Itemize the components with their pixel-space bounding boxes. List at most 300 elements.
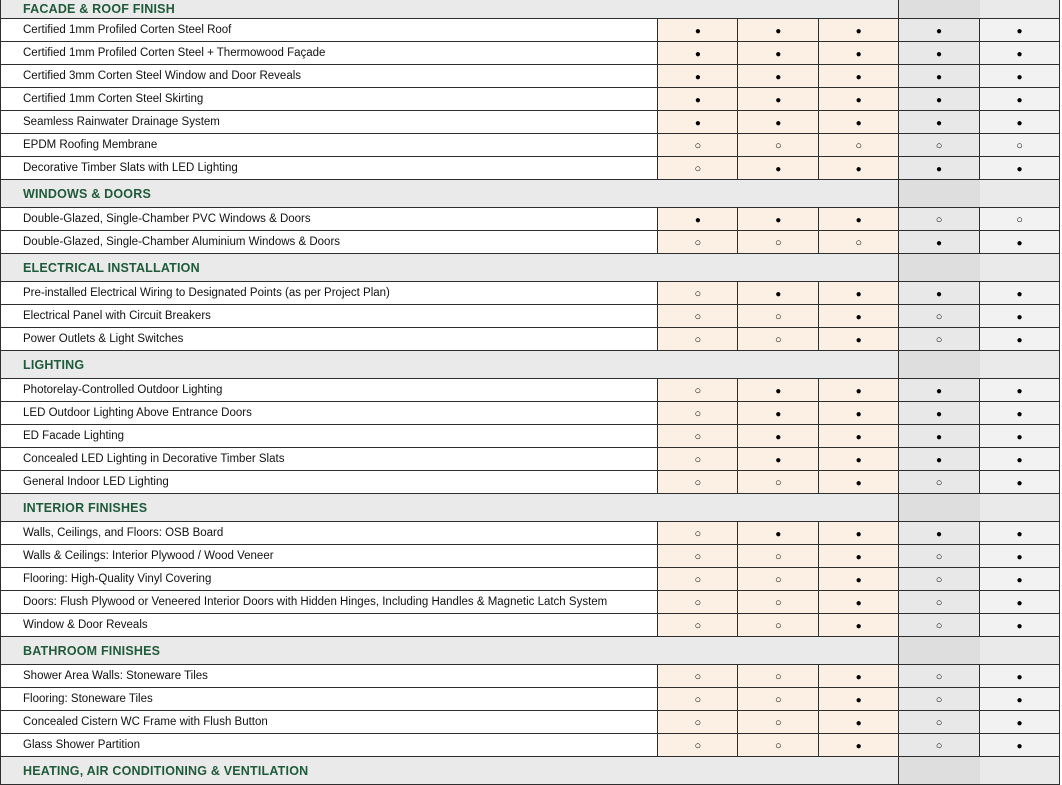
feature-label: Concealed LED Lighting in Decorative Timber Slats xyxy=(1,448,658,471)
filled-circle-icon xyxy=(856,93,862,106)
availability-cell xyxy=(899,568,980,591)
table-row xyxy=(1,402,1060,425)
availability-cell xyxy=(738,688,819,711)
table-row xyxy=(1,305,1060,328)
availability-cell xyxy=(738,208,819,231)
section-header xyxy=(1,351,1060,379)
section-band-cell xyxy=(658,757,738,785)
availability-cell xyxy=(899,88,980,111)
section-band-cell xyxy=(819,757,899,785)
filled-circle-icon xyxy=(936,162,942,175)
hollow-circle-icon xyxy=(936,670,943,683)
feature-label: Glass Shower Partition xyxy=(1,734,658,757)
section-band-cell xyxy=(658,254,738,282)
section-band-cell xyxy=(980,254,1060,282)
filled-circle-icon xyxy=(856,47,862,60)
section-header xyxy=(1,637,1060,665)
filled-circle-icon xyxy=(936,527,942,540)
hollow-circle-icon xyxy=(695,596,702,609)
availability-cell xyxy=(980,688,1060,711)
section-band-cell xyxy=(899,254,980,282)
feature-label: Walls, Ceilings, and Floors: OSB Board xyxy=(1,522,658,545)
hollow-circle-icon xyxy=(775,236,782,249)
availability-cell xyxy=(980,157,1060,180)
hollow-circle-icon xyxy=(695,407,702,420)
filled-circle-icon xyxy=(775,287,781,300)
availability-cell xyxy=(819,19,899,42)
filled-circle-icon xyxy=(856,213,862,226)
availability-cell xyxy=(738,545,819,568)
feature-label: Flooring: Stoneware Tiles xyxy=(1,688,658,711)
section-band-cell xyxy=(980,351,1060,379)
availability-cell xyxy=(738,157,819,180)
hollow-circle-icon xyxy=(775,139,782,152)
section-band-cell xyxy=(819,254,899,282)
availability-cell xyxy=(658,305,738,328)
availability-cell xyxy=(980,591,1060,614)
feature-label: Certified 3mm Corten Steel Window and Door Reveals xyxy=(1,65,658,88)
availability-cell xyxy=(819,88,899,111)
feature-label: Certified 1mm Corten Steel Skirting xyxy=(1,88,658,111)
hollow-circle-icon xyxy=(695,287,702,300)
availability-cell xyxy=(980,111,1060,134)
section-band-cell xyxy=(658,494,738,522)
availability-cell xyxy=(658,208,738,231)
filled-circle-icon xyxy=(856,550,862,563)
availability-cell xyxy=(658,328,738,351)
hollow-circle-icon xyxy=(695,550,702,563)
availability-cell xyxy=(738,471,819,494)
hollow-circle-icon xyxy=(775,716,782,729)
hollow-circle-icon xyxy=(775,573,782,586)
availability-cell xyxy=(819,379,899,402)
availability-cell xyxy=(738,402,819,425)
hollow-circle-icon xyxy=(855,236,862,249)
filled-circle-icon xyxy=(856,407,862,420)
section-band-cell xyxy=(819,0,899,19)
hollow-circle-icon xyxy=(936,619,943,632)
availability-cell xyxy=(899,402,980,425)
availability-cell xyxy=(738,614,819,637)
availability-cell xyxy=(980,711,1060,734)
availability-cell xyxy=(819,157,899,180)
hollow-circle-icon xyxy=(775,739,782,752)
availability-cell xyxy=(819,448,899,471)
availability-cell xyxy=(658,665,738,688)
availability-cell xyxy=(658,134,738,157)
availability-cell xyxy=(738,448,819,471)
section-band-cell xyxy=(980,757,1060,785)
filled-circle-icon xyxy=(936,430,942,443)
section-band-cell xyxy=(658,637,738,665)
availability-cell xyxy=(899,282,980,305)
table-row xyxy=(1,65,1060,88)
filled-circle-icon xyxy=(856,310,862,323)
availability-cell xyxy=(738,379,819,402)
hollow-circle-icon xyxy=(695,453,702,466)
filled-circle-icon xyxy=(1016,453,1022,466)
availability-cell xyxy=(899,305,980,328)
section-band-cell xyxy=(980,637,1060,665)
filled-circle-icon xyxy=(1016,24,1022,37)
availability-cell xyxy=(819,111,899,134)
filled-circle-icon xyxy=(1016,619,1022,632)
availability-cell xyxy=(658,614,738,637)
filled-circle-icon xyxy=(856,453,862,466)
availability-cell xyxy=(819,522,899,545)
filled-circle-icon xyxy=(775,527,781,540)
hollow-circle-icon xyxy=(695,716,702,729)
availability-cell xyxy=(899,471,980,494)
hollow-circle-icon xyxy=(855,139,862,152)
availability-cell xyxy=(819,305,899,328)
feature-label: Flooring: High-Quality Vinyl Covering xyxy=(1,568,658,591)
section-band-cell xyxy=(899,351,980,379)
table-row xyxy=(1,231,1060,254)
filled-circle-icon xyxy=(1016,550,1022,563)
availability-cell xyxy=(980,734,1060,757)
availability-cell xyxy=(819,711,899,734)
section-title: HEATING, AIR CONDITIONING & VENTILATION xyxy=(1,757,658,785)
availability-cell xyxy=(738,88,819,111)
filled-circle-icon xyxy=(856,162,862,175)
filled-circle-icon xyxy=(775,93,781,106)
table-row xyxy=(1,734,1060,757)
filled-circle-icon xyxy=(856,596,862,609)
availability-cell xyxy=(899,591,980,614)
availability-cell xyxy=(658,568,738,591)
availability-cell xyxy=(819,328,899,351)
availability-cell xyxy=(658,471,738,494)
filled-circle-icon xyxy=(1016,596,1022,609)
availability-cell xyxy=(819,688,899,711)
feature-label: EPDM Roofing Membrane xyxy=(1,134,658,157)
hollow-circle-icon xyxy=(936,139,943,152)
availability-cell xyxy=(899,134,980,157)
hollow-circle-icon xyxy=(695,573,702,586)
availability-cell xyxy=(899,545,980,568)
filled-circle-icon xyxy=(936,407,942,420)
availability-cell xyxy=(980,208,1060,231)
availability-cell xyxy=(819,545,899,568)
availability-cell xyxy=(980,379,1060,402)
availability-cell xyxy=(980,522,1060,545)
section-band-cell xyxy=(738,494,819,522)
availability-cell xyxy=(658,522,738,545)
hollow-circle-icon xyxy=(775,550,782,563)
availability-cell xyxy=(980,614,1060,637)
hollow-circle-icon xyxy=(936,333,943,346)
section-header xyxy=(1,757,1060,785)
filled-circle-icon xyxy=(856,739,862,752)
feature-label: Walls & Ceilings: Interior Plywood / Wood Veneer xyxy=(1,545,658,568)
availability-cell xyxy=(658,157,738,180)
hollow-circle-icon xyxy=(936,716,943,729)
hollow-circle-icon xyxy=(1016,213,1023,226)
availability-cell xyxy=(899,734,980,757)
feature-label: Certified 1mm Profiled Corten Steel Roof xyxy=(1,19,658,42)
hollow-circle-icon xyxy=(695,333,702,346)
feature-label: General Indoor LED Lighting xyxy=(1,471,658,494)
filled-circle-icon xyxy=(775,47,781,60)
filled-circle-icon xyxy=(936,47,942,60)
hollow-circle-icon xyxy=(695,739,702,752)
availability-cell xyxy=(980,448,1060,471)
hollow-circle-icon xyxy=(936,693,943,706)
availability-cell xyxy=(658,65,738,88)
feature-label: Pre-installed Electrical Wiring to Designated Points (as per Project Plan) xyxy=(1,282,658,305)
filled-circle-icon xyxy=(1016,430,1022,443)
filled-circle-icon xyxy=(1016,116,1022,129)
availability-cell xyxy=(899,42,980,65)
table-row xyxy=(1,522,1060,545)
availability-cell xyxy=(980,545,1060,568)
hollow-circle-icon xyxy=(936,739,943,752)
table-row xyxy=(1,711,1060,734)
filled-circle-icon xyxy=(1016,739,1022,752)
hollow-circle-icon xyxy=(936,550,943,563)
filled-circle-icon xyxy=(1016,716,1022,729)
section-band-cell xyxy=(899,0,980,19)
filled-circle-icon xyxy=(775,407,781,420)
hollow-circle-icon xyxy=(775,619,782,632)
section-band-cell xyxy=(738,0,819,19)
section-band-cell xyxy=(980,0,1060,19)
filled-circle-icon xyxy=(1016,310,1022,323)
table-row xyxy=(1,425,1060,448)
filled-circle-icon xyxy=(775,384,781,397)
availability-cell xyxy=(819,65,899,88)
section-title: LIGHTING xyxy=(1,351,658,379)
filled-circle-icon xyxy=(936,384,942,397)
filled-circle-icon xyxy=(1016,573,1022,586)
section-band-cell xyxy=(819,180,899,208)
section-band-cell xyxy=(658,351,738,379)
feature-label: Power Outlets & Light Switches xyxy=(1,328,658,351)
availability-cell xyxy=(658,88,738,111)
availability-cell xyxy=(980,282,1060,305)
availability-cell xyxy=(899,328,980,351)
section-title: BATHROOM FINISHES xyxy=(1,637,658,665)
filled-circle-icon xyxy=(1016,476,1022,489)
section-title: ELECTRICAL INSTALLATION xyxy=(1,254,658,282)
availability-cell xyxy=(819,42,899,65)
table-row xyxy=(1,208,1060,231)
hollow-circle-icon xyxy=(695,619,702,632)
hollow-circle-icon xyxy=(775,693,782,706)
filled-circle-icon xyxy=(856,430,862,443)
table-row xyxy=(1,379,1060,402)
hollow-circle-icon xyxy=(775,670,782,683)
filled-circle-icon xyxy=(775,162,781,175)
availability-cell xyxy=(899,157,980,180)
availability-cell xyxy=(899,711,980,734)
filled-circle-icon xyxy=(936,287,942,300)
availability-cell xyxy=(819,665,899,688)
feature-label: Doors: Flush Plywood or Veneered Interior Doors with Hidden Hinges, Including Handles & Magnetic Latch System xyxy=(1,591,658,614)
hollow-circle-icon xyxy=(695,384,702,397)
feature-label: Electrical Panel with Circuit Breakers xyxy=(1,305,658,328)
hollow-circle-icon xyxy=(1016,139,1023,152)
filled-circle-icon xyxy=(936,236,942,249)
availability-cell xyxy=(980,665,1060,688)
availability-cell xyxy=(658,402,738,425)
availability-cell xyxy=(980,88,1060,111)
hollow-circle-icon xyxy=(936,573,943,586)
availability-cell xyxy=(738,591,819,614)
hollow-circle-icon xyxy=(775,476,782,489)
availability-cell xyxy=(658,591,738,614)
availability-cell xyxy=(819,614,899,637)
filled-circle-icon xyxy=(1016,407,1022,420)
availability-cell xyxy=(658,42,738,65)
filled-circle-icon xyxy=(856,573,862,586)
feature-label: Certified 1mm Profiled Corten Steel + Thermowood Façade xyxy=(1,42,658,65)
filled-circle-icon xyxy=(936,453,942,466)
filled-circle-icon xyxy=(695,70,701,83)
filled-circle-icon xyxy=(1016,287,1022,300)
section-band-cell xyxy=(738,757,819,785)
availability-cell xyxy=(738,134,819,157)
availability-cell xyxy=(819,134,899,157)
availability-cell xyxy=(980,402,1060,425)
availability-cell xyxy=(658,231,738,254)
section-header xyxy=(1,254,1060,282)
availability-cell xyxy=(980,568,1060,591)
availability-cell xyxy=(819,471,899,494)
table-row xyxy=(1,111,1060,134)
availability-cell xyxy=(819,231,899,254)
feature-label: Double-Glazed, Single-Chamber PVC Windows & Doors xyxy=(1,208,658,231)
availability-cell xyxy=(980,19,1060,42)
hollow-circle-icon xyxy=(936,310,943,323)
section-band-cell xyxy=(738,351,819,379)
availability-cell xyxy=(899,614,980,637)
table-row xyxy=(1,448,1060,471)
availability-cell xyxy=(980,134,1060,157)
filled-circle-icon xyxy=(856,333,862,346)
filled-circle-icon xyxy=(856,24,862,37)
filled-circle-icon xyxy=(1016,527,1022,540)
availability-cell xyxy=(738,19,819,42)
availability-cell xyxy=(980,305,1060,328)
availability-cell xyxy=(658,711,738,734)
section-band-cell xyxy=(819,494,899,522)
filled-circle-icon xyxy=(1016,93,1022,106)
availability-cell xyxy=(899,111,980,134)
feature-label: LED Outdoor Lighting Above Entrance Doors xyxy=(1,402,658,425)
availability-cell xyxy=(980,425,1060,448)
availability-cell xyxy=(899,688,980,711)
availability-cell xyxy=(738,65,819,88)
table-row xyxy=(1,157,1060,180)
hollow-circle-icon xyxy=(695,430,702,443)
availability-cell xyxy=(899,522,980,545)
table-row xyxy=(1,282,1060,305)
availability-cell xyxy=(980,471,1060,494)
filled-circle-icon xyxy=(695,47,701,60)
filled-circle-icon xyxy=(775,430,781,443)
filled-circle-icon xyxy=(775,116,781,129)
filled-circle-icon xyxy=(856,670,862,683)
availability-cell xyxy=(658,448,738,471)
table-row xyxy=(1,545,1060,568)
filled-circle-icon xyxy=(936,116,942,129)
availability-cell xyxy=(899,425,980,448)
availability-cell xyxy=(738,522,819,545)
filled-circle-icon xyxy=(936,24,942,37)
filled-circle-icon xyxy=(695,93,701,106)
filled-circle-icon xyxy=(1016,162,1022,175)
filled-circle-icon xyxy=(1016,384,1022,397)
section-header xyxy=(1,180,1060,208)
section-band-cell xyxy=(819,637,899,665)
availability-cell xyxy=(738,111,819,134)
availability-cell xyxy=(980,328,1060,351)
feature-label: Decorative Timber Slats with LED Lighting xyxy=(1,157,658,180)
filled-circle-icon xyxy=(856,70,862,83)
availability-cell xyxy=(738,231,819,254)
availability-cell xyxy=(899,231,980,254)
section-band-cell xyxy=(658,180,738,208)
filled-circle-icon xyxy=(775,70,781,83)
availability-cell xyxy=(980,231,1060,254)
filled-circle-icon xyxy=(856,527,862,540)
availability-cell xyxy=(819,425,899,448)
availability-cell xyxy=(819,402,899,425)
filled-circle-icon xyxy=(1016,333,1022,346)
filled-circle-icon xyxy=(856,716,862,729)
availability-cell xyxy=(658,111,738,134)
hollow-circle-icon xyxy=(775,310,782,323)
hollow-circle-icon xyxy=(695,527,702,540)
feature-label: Double-Glazed, Single-Chamber Aluminium Windows & Doors xyxy=(1,231,658,254)
availability-cell xyxy=(738,328,819,351)
table-row xyxy=(1,471,1060,494)
feature-label: Concealed Cistern WC Frame with Flush Button xyxy=(1,711,658,734)
availability-cell xyxy=(658,734,738,757)
section-band-cell xyxy=(980,494,1060,522)
feature-label: ED Facade Lighting xyxy=(1,425,658,448)
section-band-cell xyxy=(899,757,980,785)
availability-cell xyxy=(658,688,738,711)
availability-cell xyxy=(658,379,738,402)
availability-cell xyxy=(658,545,738,568)
availability-cell xyxy=(738,734,819,757)
filled-circle-icon xyxy=(936,70,942,83)
availability-cell xyxy=(738,305,819,328)
section-band-cell xyxy=(819,351,899,379)
availability-cell xyxy=(658,19,738,42)
availability-cell xyxy=(899,665,980,688)
section-band-cell xyxy=(899,494,980,522)
availability-cell xyxy=(899,208,980,231)
section-header xyxy=(1,494,1060,522)
availability-cell xyxy=(738,42,819,65)
table-row xyxy=(1,665,1060,688)
filled-circle-icon xyxy=(1016,47,1022,60)
availability-cell xyxy=(980,42,1060,65)
table-row xyxy=(1,134,1060,157)
filled-circle-icon xyxy=(695,24,701,37)
hollow-circle-icon xyxy=(695,162,702,175)
section-band-cell xyxy=(899,180,980,208)
hollow-circle-icon xyxy=(695,693,702,706)
table-row xyxy=(1,614,1060,637)
availability-cell xyxy=(658,282,738,305)
table-row xyxy=(1,42,1060,65)
filled-circle-icon xyxy=(1016,670,1022,683)
